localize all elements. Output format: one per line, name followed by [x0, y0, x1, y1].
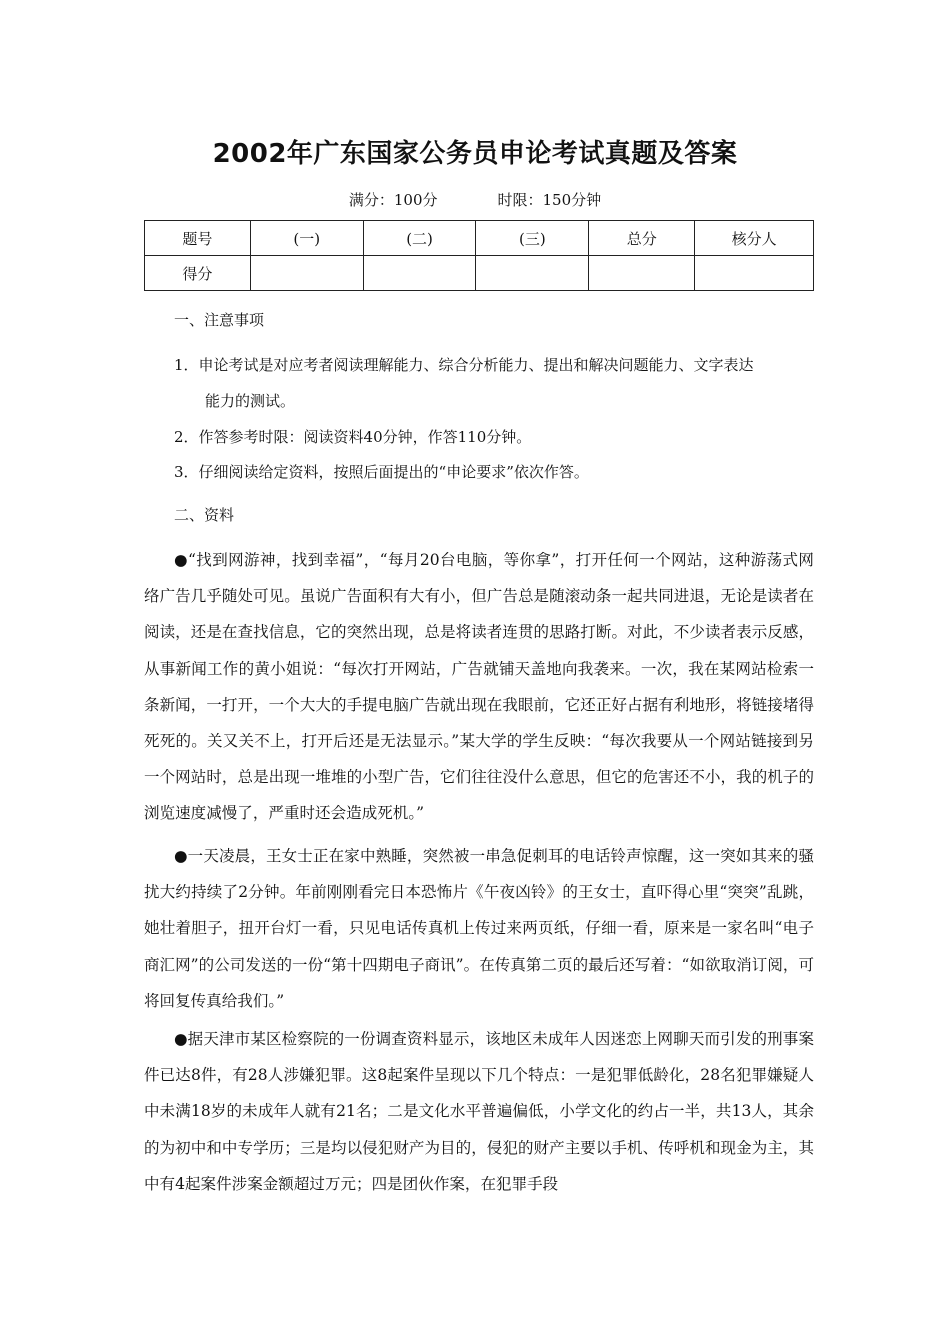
- page-title: 2002年广东国家公务员申论考试真题及答案: [212, 139, 738, 169]
- notes-heading: 一、注意事项: [174, 311, 265, 329]
- score-table-header-cell: (一): [250, 221, 363, 256]
- score-cell: [363, 256, 476, 291]
- note-item-1: 1．申论考试是对应考者阅读理解能力、综合分析能力、提出和解决问题能力、文字表达: [174, 356, 754, 374]
- score-table-header-row: [145, 221, 814, 256]
- score-table-header-cell: (三): [476, 221, 589, 256]
- material-paragraph-3: ●据天津市某区检察院的一份调查资料显示，该地区未成年人因迷恋上网聊天而引发的刑事案件已达8件，有28人涉嫌犯罪。这8起案件呈现以下几个特点：一是犯罪低龄化，28名犯罪嫌疑人中未满18岁的未成年人就有21名；二是文化水平普遍偏低，小学文化的约占一半，共13人，其余的为初中和中专学历；三是均以侵犯财产为目的，侵犯的财产主要以手机、传呼机和现金为主，其中有4起案件涉案金额超过万元；四是团伙作案，在犯罪手段: [144, 1030, 814, 1193]
- score-table-header-cell: (二): [363, 221, 476, 256]
- score-table-header-cell: 总分: [589, 221, 695, 256]
- material-paragraph-2: ●一天凌晨，王女士正在家中熟睡，突然被一串急促刺耳的电话铃声惊醒，这一突如其来的骚扰大约持续了2分钟。年前刚刚看完日本恐怖片《午夜凶铃》的王女士，直吓得心里“突突”乱跳，她壮着胆子，扭开台灯一看，只见电话传真机上传过来两页纸，仔细一看，原来是一家名叫“电子商汇网”的公司发送的一份“第十四期电子商讯”。在传真第二页的最后还写着：“如欲取消订阅，可将回复传真给我们。”: [144, 847, 814, 1010]
- score-cell: [589, 256, 695, 291]
- exam-meta: [0, 189, 950, 210]
- note-item-3: 3．仔细阅读给定资料，按照后面提出的“申论要求”依次作答。: [174, 463, 589, 481]
- score-cell: [476, 256, 589, 291]
- score-table: [144, 220, 814, 291]
- material-paragraph-1: ●“找到网游神，找到幸福”，“每月20台电脑，等你拿”，打开任何一个网站，这种游荡式网络广告几乎随处可见。虽说广告面积有大有小，但广告总是随滚动条一起共同进退，无论是读者在阅读，还是在查找信息，它的突然出现，总是将读者连贯的思路打断。对此，不少读者表示反感，从事新闻工作的黄小姐说：“每次打开网站，广告就铺天盖地向我袭来。一次，我在某网站检索一条新闻，一打开，一个大大的手提电脑广告就出现在我眼前，它还正好占据有利地形，将链接堵得死死的。关又关不上，打开后还是无法显示。”某大学的学生反映：“每次我要从一个网站链接到另一个网站时，总是出现一堆堆的小型广告，它们往往没什么意思，但它的危害还不小，我的机子的浏览速度减慢了，严重时还会造成死机。”: [144, 551, 814, 823]
- score-cell: [695, 256, 814, 291]
- score-table-score-row: [145, 256, 814, 291]
- note-item-1-continued: 能力的测试。: [205, 392, 296, 410]
- score-table-header-cell: 题号: [145, 221, 251, 256]
- score-row-label: 得分: [145, 256, 251, 291]
- full-score: 满分：100分: [348, 191, 438, 209]
- score-cell: [250, 256, 363, 291]
- score-table-header-cell: 核分人: [695, 221, 814, 256]
- note-item-2: 2．作答参考时限：阅读资料40分钟，作答110分钟。: [174, 428, 532, 446]
- materials-heading: 二、资料: [174, 506, 235, 524]
- time-limit: 时限：150分钟: [497, 191, 602, 209]
